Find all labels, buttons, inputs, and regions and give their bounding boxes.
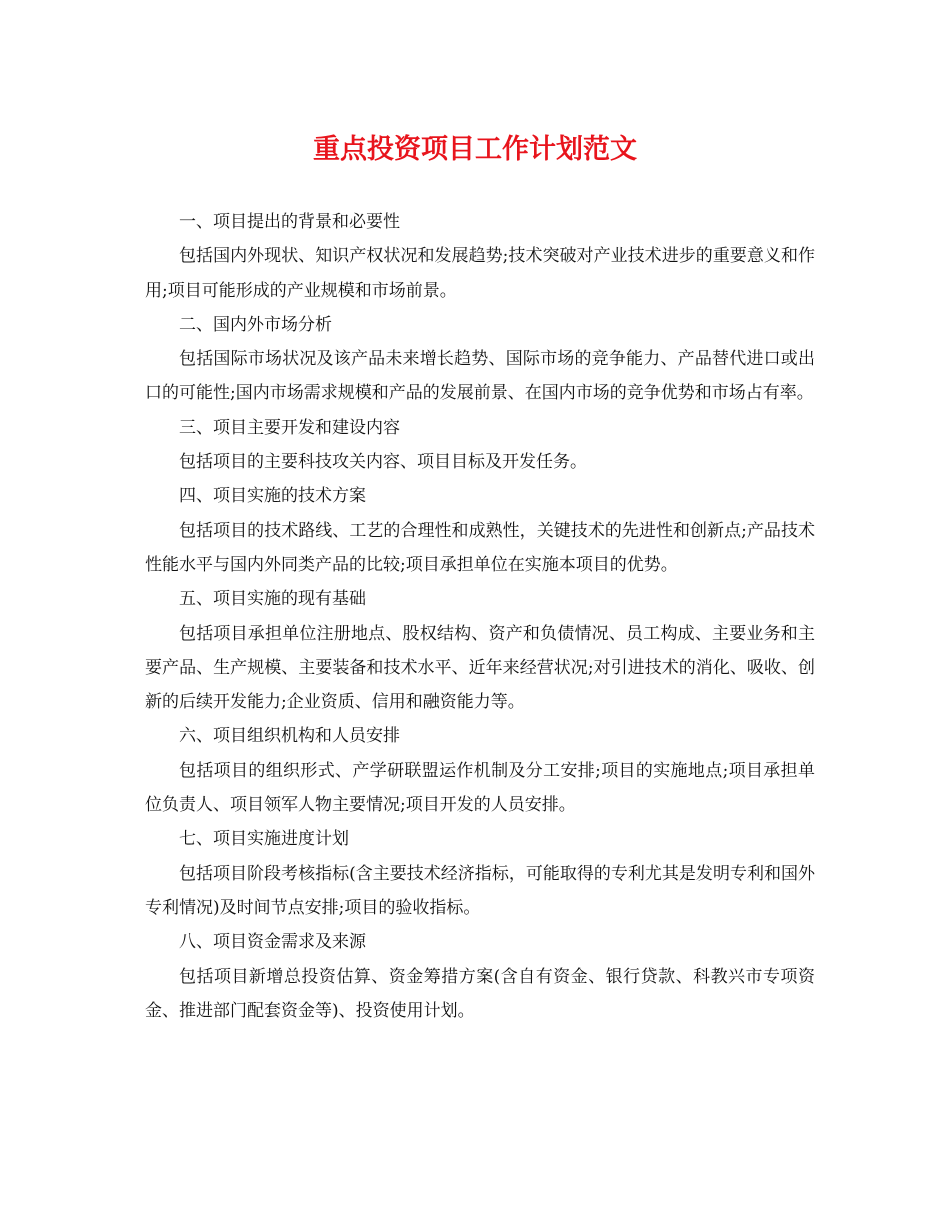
section-heading-4: 四、项目实施的技术方案	[179, 486, 366, 507]
section-heading-5: 五、项目实施的现有基础	[179, 589, 366, 610]
section-heading-2: 二、国内外市场分析	[179, 314, 332, 335]
section-body-6: 包括项目的组织形式、产学研联盟运作机制及分工安排;项目的实施地点;项目承担单位负责人、项目领军人物主要情况;项目开发的人员安排。	[145, 760, 815, 816]
section-body-7: 包括项目阶段考核指标(含主要技术经济指标，可能取得的专利尤其是发明专利和国外专利情况)及时间节点安排;项目的验收指标。	[145, 863, 815, 918]
section-body-5: 包括项目承担单位注册地点、股权结构、资产和负债情况、员工构成、主要业务和主要产品、生产规模、主要装备和技术水平、近年来经营状况;对引进技术的消化、吸收、创新的后续开发能力;企业资质、信用和融资能力等。	[145, 623, 815, 713]
section-heading-7: 七、项目实施进度计划	[179, 829, 349, 850]
section-body-4: 包括项目的技术路线、工艺的合理性和成熟性，关键技术的先进性和创新点;产品技术性能水平与国内外同类产品的比较;项目承担单位在实施本项目的优势。	[145, 520, 815, 575]
section-body-8: 包括项目新增总投资估算、资金筹措方案(含自有资金、银行贷款、科教兴市专项资金、推进部门配套资金等)、投资使用计划。	[145, 966, 815, 1021]
document-title: 重点投资项目工作计划范文	[313, 134, 637, 165]
section-body-2: 包括国际市场状况及该产品未来增长趋势、国际市场的竞争能力、产品替代进口或出口的可能性;国内市场需求规模和产品的发展前景、在国内市场的竞争优势和市场占有率。	[145, 349, 815, 404]
section-body-1: 包括国内外现状、知识产权状况和发展趋势;技术突破对产业技术进步的重要意义和作用;项目可能形成的产业规模和市场前景。	[145, 246, 815, 301]
section-body-3: 包括项目的主要科技攻关内容、项目目标及开发任务。	[179, 452, 587, 473]
section-heading-8: 八、项目资金需求及来源	[179, 932, 366, 953]
section-heading-1: 一、项目提出的背景和必要性	[179, 212, 400, 232]
section-heading-6: 六、项目组织机构和人员安排	[179, 726, 400, 747]
document-body	[145, 205, 815, 1028]
section-heading-3: 三、项目主要开发和建设内容	[179, 417, 400, 438]
